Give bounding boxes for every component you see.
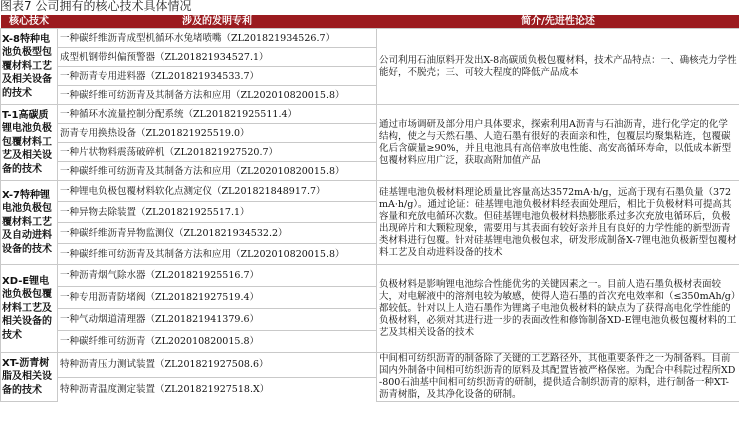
patent-cell: 一种锂电负极包覆材料软化点测定仪（ZL201821848917.7） [58, 181, 377, 202]
tech-intro: 通过市场调研及部分用户具体要求，探索利用A沥青与石油沥青，进行化学定的化学结构，使之与天然石墨、人造石墨有很好的表面亲和性，包覆层均聚集粘连，包覆碳化后含碳量≥90%，并且电池具有高倍率放电性能、高安高循环寿命，以低成本新型包覆材料应用广泛，获取高附加值产品 [377, 105, 739, 181]
header-tech: 核心技术 [1, 15, 58, 29]
tech-name: X-7特种锂电池负极包覆材料工艺及自动进料设备的技术 [1, 181, 58, 265]
header-patents: 涉及的发明专利 [58, 15, 377, 29]
tech-intro: 中间相可纺织沥青的制备除了关键的工艺路径外，其他重要条件之一为制备料。目前国内外制备中间相可纺织沥青的原料及其配置皆被严格保密。为配合中科院过程所XD-800石油基中间相可纺织沥青的研制，提供适合制织沥青的原料，进行制备一种XT-沥青树脂，及其净化设备的研制。 [377, 353, 739, 402]
tech-name: X-8特种电池负极型包覆材料工艺及相关设备的技术 [1, 29, 58, 105]
patent-cell: 一种异物去除装置（ZL201821925517.1） [58, 202, 377, 223]
core-technology-table [0, 15, 739, 402]
patent-cell: 一种碳纤维可纺沥青及其制备方法和应用（ZL202010820015.8） [58, 162, 377, 181]
patent-cell: 特种沥青温度测定装置（ZL201821927518.X） [58, 377, 377, 402]
table-row [1, 353, 739, 378]
table-row [1, 265, 739, 287]
patent-cell: 一种循环水流量控制分配系统（ZL201821925511.4） [58, 105, 377, 124]
header-intro: 简介/先进性论述 [377, 15, 739, 29]
patent-cell: 一种碳纤维沥青成型机循环水兔堵喷嘴（ZL201821934526.7） [58, 29, 377, 48]
patent-cell: 一种片状物料震荡破碎机（ZL201821927520.7） [58, 143, 377, 162]
patent-cell: 一种碳纤维可纺沥青及其制备方法和应用（ZL202010820015.8） [58, 244, 377, 265]
table-row [1, 29, 739, 48]
patent-cell: 成型机钢带纠偏预警器（ZL201821934527.1） [58, 48, 377, 67]
header-row [1, 15, 739, 29]
patent-cell: 一种专用沥青防堵阀（ZL201821927519.4） [58, 287, 377, 309]
patent-cell: 沥青专用换热设备（ZL201821925519.0） [58, 124, 377, 143]
tech-intro: 负极材料是影响锂电池综合性能优劣的关键因素之一。目前人造石墨负极材表面较大，对电解液中的溶剂电较为敏感，使得人造石墨的首次充电效率和（≤350mAh/g）都较低。针对以上人造石墨作为锂离子电池负极材料的缺点为了获得高电化学性能的负极材料，必须对其进行进一步的表面改性和修饰制备XD-E锂电池负极包覆材料的工艺及其相关设备的技术 [377, 265, 739, 353]
patent-cell: 一种气动烟道清理器（ZL201821941379.6） [58, 309, 377, 331]
tech-intro: 硅基锂电池负极材料理论质量比容量高达3572mA·h/g，远高于现有石墨负量（372mA·h/g）。通过论证：硅基锂电池负极材料经表面处理后，相比于负极材料可提高其容量和充放电循环次数。但硅基锂电池负极材料热膨胀系过多次充放电循环后，负极出现碎片和大颗粒现象，需要用与其表面有较好亲并且有良好的力学性能的新型沥青类材料进行包覆。针对硅基锂电池负极包求，研发形成制备X-7锂电池负极新型包覆材料工艺及自动进料设备的技术 [377, 181, 739, 265]
patent-cell: 一种碳纤维可纺沥青及其制备方法和应用（ZL202010820015.8） [58, 86, 377, 105]
patent-cell: 一种碳纤维沥青异物监测仪（ZL201821934532.2） [58, 223, 377, 244]
tech-name: T-1高碳质锂电池负极包覆材料工艺及相关设备的技术 [1, 105, 58, 181]
patent-cell: 一种沥青烟气除水器（ZL201821925516.7） [58, 265, 377, 287]
tech-name: XD-E锂电池负极包覆材料工艺及相关设备的技术 [1, 265, 58, 353]
table-row [1, 181, 739, 202]
patent-cell: 一种沥青专用进料器（ZL201821934533.7） [58, 67, 377, 86]
figure-title: 图表7 公司拥有的核心技术具体情况 [0, 0, 192, 13]
tech-intro: 公司利用石油原料开发出X-8高碳质负极包覆材料，技术产品特点：一、确核壳力学性能好，不脱壳；三、可较大程度的降低产品成本 [377, 29, 739, 105]
table-row [1, 105, 739, 124]
patent-cell: 一种碳纤维可纺沥青（ZL202010820015.8） [58, 331, 377, 353]
tech-name: XT-沥青树脂及相关设备的技术 [1, 353, 58, 402]
patent-cell: 特种沥青压力测试装置（ZL201821927508.6） [58, 353, 377, 378]
